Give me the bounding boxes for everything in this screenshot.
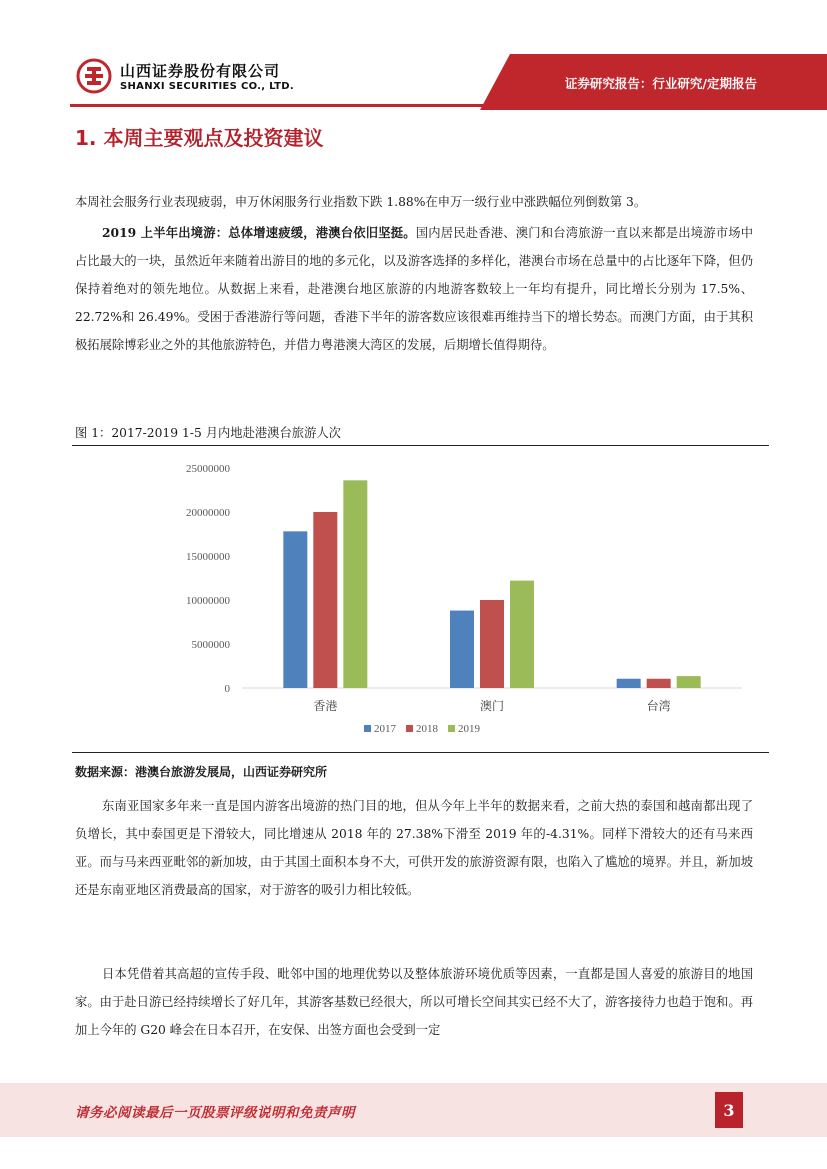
company-name-cn: 山西证券股份有限公司 [120, 62, 281, 80]
legend-label: 2018 [416, 723, 438, 735]
page-number: 3 [715, 1092, 743, 1128]
y-tick-label: 20000000 [186, 507, 230, 519]
legend-swatch [364, 725, 371, 732]
y-tick-label: 10000000 [186, 595, 230, 607]
bar-2017-2 [617, 679, 641, 688]
legend-label: 2017 [374, 723, 396, 735]
x-category-label: 香港 [313, 699, 338, 713]
bar-2017-1 [450, 611, 474, 688]
bar-2018-0 [313, 512, 337, 688]
header-banner [0, 0, 827, 110]
x-category-label: 台湾 [646, 699, 671, 713]
bar-2017-0 [283, 531, 307, 688]
x-category-label: 澳门 [479, 699, 505, 713]
legend-swatch [448, 725, 455, 732]
y-tick-label: 25000000 [186, 463, 230, 475]
bar-2019-0 [343, 480, 367, 688]
company-name-en: SHANXI SECURITIES CO., LTD. [120, 81, 294, 92]
footer-disclaimer: 请务必阅读最后一页股票评级说明和免责声明 [75, 1105, 355, 1121]
report-type-label: 证券研究报告：行业研究/定期报告 [564, 76, 757, 91]
figure-bottom-rule [72, 752, 769, 753]
company-logo-icon [76, 58, 112, 94]
figure-caption: 图 1：2017-2019 1-5 月内地赴港澳台旅游人次 [75, 426, 341, 440]
y-tick-label: 0 [224, 683, 230, 695]
paragraph-outbound-travel [75, 219, 753, 359]
paragraph-body: 国内居民赴香港、澳门和台湾旅游一直以来都是出境游市场中占比最大的一块，虽然近年来随着出游目的地的多元化，以及游客选择的多样化，港澳台市场在总量中的占比逐年下降，但仍保持着绝对的领先地位。从数据上来看，赴港澳台地区旅游的内地游客数较上一年均有提升，同比增长分别为 17.5%、22.72%和 26.49%。受困于香港游行等问题，香港下半年的游客数应该很难再维持当下的增长势态。而澳门方面，由于其积极拓展除博彩业之外的其他旅游特色，并借力粤港澳大湾区的发展，后期增长值得期待。 [75, 226, 753, 352]
bar-chart [72, 446, 769, 752]
y-tick-label: 5000000 [191, 639, 230, 651]
bar-2018-2 [647, 679, 671, 688]
bar-2019-2 [677, 676, 701, 688]
bar-2018-1 [480, 600, 504, 688]
paragraph-weekly-summary: 本周社会服务行业表现疲弱，申万休闲服务行业指数下跌 1.88%在申万一级行业中涨跌幅位列倒数第 3。 [75, 195, 647, 209]
legend-label: 2019 [458, 723, 480, 735]
paragraph-lead: 2019 上半年出境游：总体增速疲缓，港澳台依旧坚挺。 [102, 225, 416, 240]
paragraph-japan: 日本凭借着其高超的宣传手段、毗邻中国的地理优势以及整体旅游环境优质等因素，一直都是国人喜爱的旅游目的地国家。由于赴日游已经持续增长了好几年，其游客基数已经很大，所以可增长空间其实已经不大了，游客接待力也趋于饱和。再加上今年的 G20 峰会在日本召开，在安保、出签方面也会受到一定 [75, 967, 753, 1037]
section-title: 1. 本周主要观点及投资建议 [75, 126, 324, 150]
legend-swatch [406, 725, 413, 732]
page-header [0, 0, 827, 110]
y-tick-label: 15000000 [186, 551, 230, 563]
paragraph-southeast-asia: 东南亚国家多年来一直是国内游客出境游的热门目的地，但从今年上半年的数据来看，之前大热的泰国和越南都出现了负增长，其中泰国更是下滑较大，同比增速从 2018 年的 27.38%下滑至 2019 年的-4.31%。同样下滑较大的还有马来西亚。而与马来西亚毗邻的新加坡，由于其国土面积本身不大，可供开发的旅游资源有限，也陷入了尴尬的境界。并且，新加坡还是东南亚地区消费最高的国家，对于游客的吸引力相比较低。 [75, 799, 753, 897]
figure-source: 数据来源：港澳台旅游发展局，山西证券研究所 [75, 765, 328, 779]
bar-2019-1 [510, 581, 534, 688]
